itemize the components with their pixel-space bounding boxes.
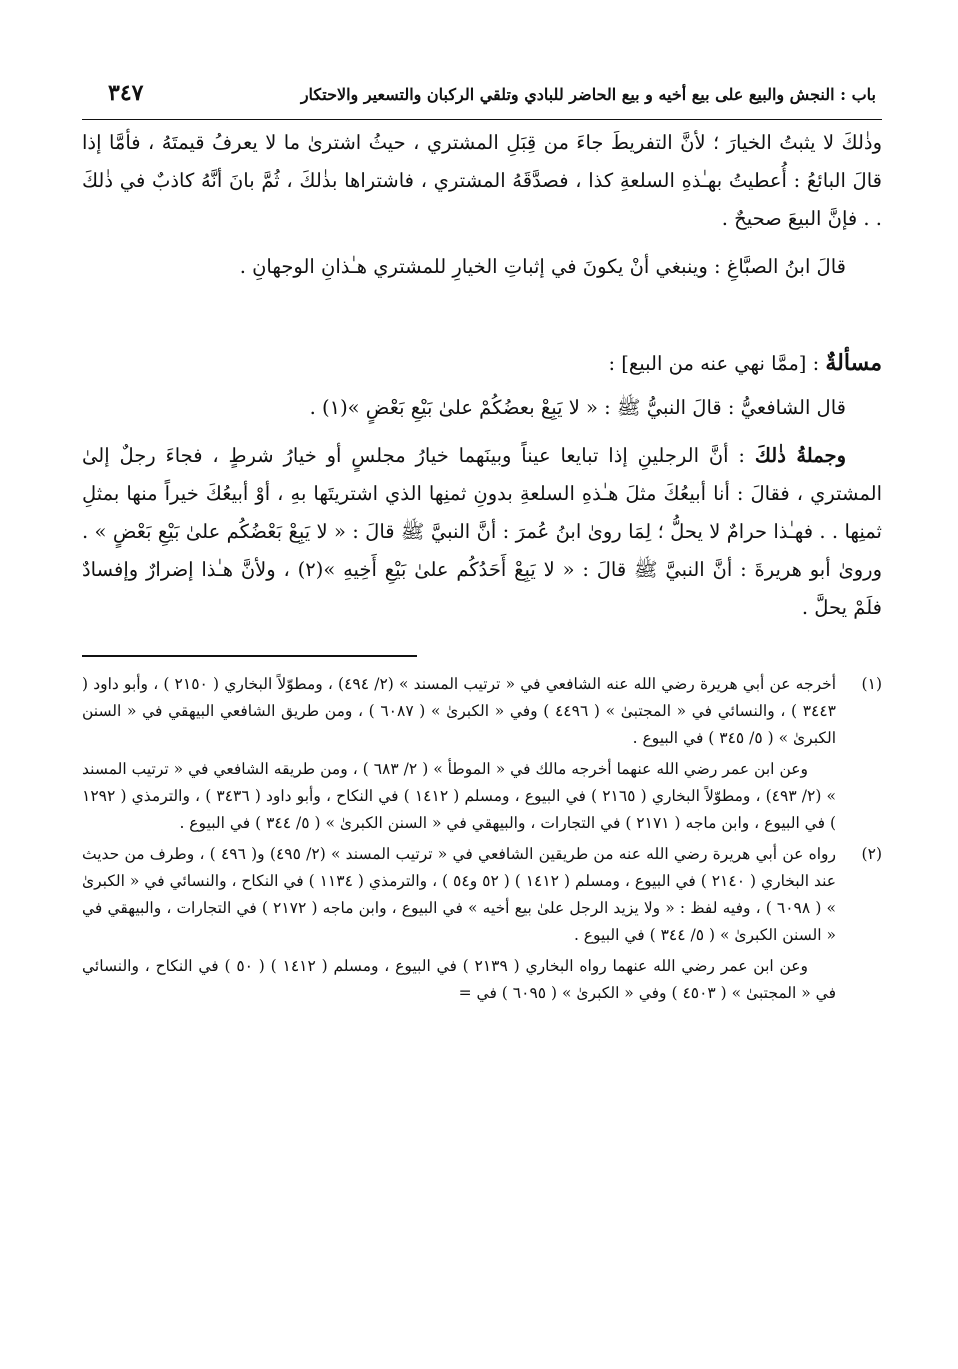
footnote-paragraph: وعن ابن عمر رضي الله عنهما رواه البخاري ( ٢١٣٩ ) في البيوع ، ومسلم ( ١٤١٢ ) ( ٥٠ ) في النكاح ، والنسائي في « المجتبىٰ » ( ٤٥٠٣ ) وفي « الكبرىٰ » ( ٦٠٩٥ ) في =	[82, 957, 836, 1002]
footnote-paragraph: رواه عن أبي هريرة رضي الله عنه من طريقين الشافعي في « ترتيب المسند » (٢/ ٤٩٥) و( ٤٩٦ ) ، وطرف من حديث عند البخاري ( ٢١٤٠ ) في البيوع ، ومسلم ( ١٤١٢ ) ( ٥٢ و٥٤ ) ، والترمذي ( ١١٣٤ ) في النكاح ، والنسائي في « الكبرىٰ » ( ٦٠٩٨ ) ، وفيه لفظ : « ولا يزيد الرجل علىٰ بيع أخيه » في البيوع ، وابن ماجه ( ٢١٧٢ ) في التجارات ، والبيهقي في « السنن الكبرىٰ » ( ٥/ ٣٤٤ ) في البيوع .	[82, 845, 837, 944]
paragraph-3: قال الشافعيُّ : قالَ النبيُّ ﷺ : « لا يَبِعْ بعضُكُمْ علىٰ بَيْعِ بَعْضٍ »(١) .	[309, 396, 846, 419]
issue-heading	[82, 344, 882, 383]
page-number: ٣٤٧	[108, 80, 144, 106]
footnote-separator-wrap	[82, 637, 882, 671]
paragraph-2: قالَ ابنُ الصبَّاغِ : وينبغي أنْ يكونَ في إثباتِ الخيارِ للمشتري هـٰذانِ الوجهانِ .	[239, 255, 846, 278]
chapter-title: باب : النجش والبيع على بيع أخيه و بيع الحاضر للبادي وتلقي الركبان والتسعير والاحتكار	[300, 85, 876, 104]
paragraph-4-text: : أنَّ الرجلينِ إذا تبايعا عيناً وبينَهما خيارُ مجلسٍ أو خيارُ شرطٍ ، فجاءَ رجلٌ إلىٰ المشتري ، فقالَ : أنا أبيعُكَ مثلَ هـٰذهِ السلعةِ بدونِ ثمنِها الذي اشتريتَها بهِ ، أوْ أبيعُكَ خيراً منها بمثلِ ثمنِها . . فهـٰذا حرامٌ لا يحلُّ ؛ لِمَا روىٰ ابنُ عُمرَ : أنَّ النبيَّ ﷺ قالَ : « لا يَبِعْ بَعْضُكُم علىٰ بَيْعِ بَعْضٍ » . ورویٰ أبو هريرةَ : أنَّ النبيَّ ﷺ قالَ : « لا يَبِعْ أَحَدُكُم علىٰ بَيْعِ أَخِيهِ »(٢) ، ولأنَّ هـٰذا إضرارٌ وإفسادٌ فلَمْ يحلَّ .	[82, 444, 882, 619]
main-text	[82, 124, 882, 627]
footnotes	[82, 671, 882, 1007]
paragraph-1: وذٰلكَ لا يثبتُ الخيارَ ؛ لأنَّ التفريطَ جاءَ من قِبَلِ المشتري ، حيثُ اشترىٰ ما لا يعرفُ قيمتَهُ ، فأمَّا إذا قالَ البائعُ : أُعطيتُ بهـٰذهِ السلعةِ كذا ، فصدَّقَهُ المشتري ، فاشتراها بذٰلكَ ، ثُمَّ بانَ أنَّهُ كاذبٌ في ذٰلكَ . . فإنَّ البيعَ صحيحٌ .	[82, 131, 882, 230]
footnote	[82, 841, 882, 1007]
page-header	[82, 80, 882, 120]
footnote	[82, 671, 882, 837]
footnote-separator	[82, 655, 417, 657]
footnote-number: (٢)	[861, 845, 882, 863]
footnote-text	[82, 841, 836, 1007]
paragraph-4-lead: وجملةُ ذٰلكَ	[754, 444, 846, 467]
book-page	[82, 80, 882, 1011]
issue-subtitle: : [ممَّا نهي عنه من البيع] :	[608, 352, 826, 375]
paragraph-4	[82, 437, 882, 627]
footnote-number: (١)	[861, 675, 882, 693]
footnote-text	[82, 671, 836, 837]
footnote-paragraph: وعن ابن عمر رضي الله عنهما أخرجه مالك في « الموطأ » ( ٢/ ٦٨٣ ) ، ومن طريقه الشافعي في « ترتيب المسند » (٢/ ٤٩٣) ، ومطوّلاً البخاري ( ٢١٦٥ ) في البيوع ، ومسلم ( ١٤١٢ ) في النكاح ، وأبو داود ( ٣٤٣٦ ) ، والترمذي ( ١٢٩٢ ) في البيوع ، وابن ماجه ( ٢١٧١ ) في التجارات ، والبيهقي في « السنن الكبرىٰ » ( ٥/ ٣٤٤ ) في البيوع .	[82, 760, 837, 832]
issue-keyword: مسألةٌ	[825, 350, 882, 376]
footnote-paragraph: أخرجه عن أبي هريرة رضي الله عنه الشافعي في « ترتيب المسند » (٢/ ٤٩٤) ، ومطوّلاً البخاري ( ٢١٥٠ ) ، وأبو داود ( ٣٤٤٣ ) ، والنسائي في « المجتبىٰ » ( ٤٤٩٦ ) وفي « الكبرىٰ » ( ٦٠٨٧ ) ، ومن طريق الشافعي البيهقي في « السنن الكبرىٰ » ( ٥/ ٣٤٥ ) في البيوع .	[82, 675, 837, 747]
